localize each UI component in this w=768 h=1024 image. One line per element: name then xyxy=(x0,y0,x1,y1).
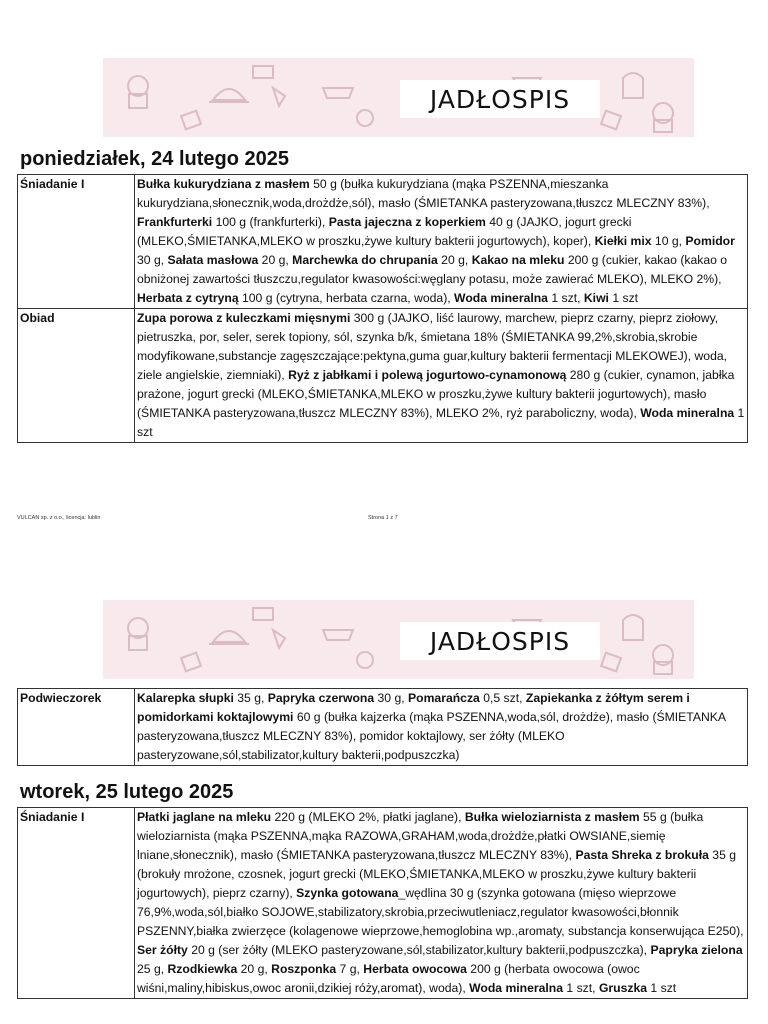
dish-name: Szynka gotowana xyxy=(296,886,399,900)
dish-details: 300 g (JAJKO, liść laurowy, marchew, pieprz czarny, pieprz ziołowy, pietruszka, por, seler, serek topiony, sól, szynka b/k, śmietana 18% (ŚMIETANKA 99,2%,skrobia,skrobie modyfikowane,substancje zagęszczające:pektyna,guma guar,kultury bakterii fermentacji MLEKOWEJ), woda, ziele angielskie, ziemniaki), xyxy=(137,311,728,382)
day-heading-tuesday: wtorek, 25 lutego 2025 xyxy=(20,781,234,803)
dish-name: Ryż z jabłkami i polewą jogurtowo-cynamonową xyxy=(288,368,567,382)
dish-details: 100 g (frankfurterki), xyxy=(212,215,329,229)
dish-name: Pomidor xyxy=(685,234,735,248)
dish-name: Woda mineralna xyxy=(454,291,548,305)
dish-details: 1 szt, xyxy=(547,291,584,305)
dish-details: 20 g, xyxy=(258,253,293,267)
dish-details: 35 g (brokuły mrożone, czosnek, jogurt grecki (MLEKO,ŚMIETANKA,MLEKO w proszku,żywe kultury bakterii jogurtowych), pieprz czarny), xyxy=(137,848,737,900)
dish-name: Pomarańcza xyxy=(408,691,480,705)
dish-name: Frankfurterki xyxy=(137,215,213,229)
dish-details: 25 g, xyxy=(137,962,168,976)
meal-description xyxy=(135,689,748,766)
dish-details: _wędlina 30 g (szynka gotowana (mięso wieprzowe 76,9%,woda,sól,białko SOJOWE,stabilizatory,skrobia,przeciwutleniacz,regulator kwasowości,błonnik PSZENNY,białka zwierzęce (kolagenowe wieprzowe,hemoglobina wp.,aromaty, substancja konserwująca E250), xyxy=(137,886,744,938)
dish-details: 20 g, xyxy=(237,962,272,976)
dish-details: 40 g (JAJKO, jogurt grecki (MLEKO,ŚMIETANKA,MLEKO w proszku,żywe kultury bakterii jogurtowych), koper), xyxy=(137,215,632,248)
dish-details: 1 szt xyxy=(608,291,639,305)
banner-second-page xyxy=(103,600,694,679)
meal-description xyxy=(135,309,748,443)
dish-name: Kiwi xyxy=(583,291,609,305)
dish-name: Zupa porowa z kuleczkami mięsnymi xyxy=(137,311,351,325)
dish-details: 50 g (bułka kukurydziana (mąka PSZENNA,mieszanka kukurydziana,słonecznik,woda,drożdże,sól), masło (ŚMIETANKA pasteryzowana,tłuszcz MLECZNY 83%), xyxy=(137,177,710,210)
dish-details: 10 g, xyxy=(651,234,686,248)
meal-description xyxy=(135,175,748,309)
dish-name: Papryka czerwona xyxy=(267,691,375,705)
dish-details: 60 g (bułka kajzerka (mąka PSZENNA,woda,sól, drożdże), masło (ŚMIETANKA pasteryzowana,tłuszcz MLECZNY 83%), pomidor koktajlowy, ser żółty (MLEKO pasteryzowane,sól,stabilizator,kultury bakterii,podpuszczka) xyxy=(137,710,726,762)
dish-details: 1 szt xyxy=(137,406,745,439)
dish-name: Rzodkiewka xyxy=(167,962,238,976)
dish-name: Gruszka xyxy=(598,981,648,995)
dish-details: 200 g (herbata owocowa (owoc wiśni,maliny,hibiskus,owoc aronii,dzikiej róży,aromat), woda), xyxy=(137,962,640,995)
dish-name: Papryka zielona xyxy=(650,943,743,957)
dish-details: 7 g, xyxy=(336,962,364,976)
dish-name: Ser żółty xyxy=(137,943,188,957)
table-row xyxy=(18,175,748,309)
footer-license: VULCAN sp. z o.o., licencja: lublin xyxy=(17,515,101,521)
kitchen-pattern-icon xyxy=(103,58,694,137)
dish-name: Płatki jaglane na mleku xyxy=(137,810,272,824)
meal-name: Podwieczorek xyxy=(18,689,135,766)
dish-name: Bułka kukurydziana z masłem xyxy=(137,177,310,191)
dish-details: 35 g, xyxy=(233,691,268,705)
dish-details: 20 g, xyxy=(437,253,472,267)
meal-name: Śniadanie I xyxy=(18,808,135,999)
dish-name: Kakao na mleku xyxy=(471,253,565,267)
dish-name: Bułka wieloziarnista z masłem xyxy=(464,810,640,824)
dish-name: Woda mineralna xyxy=(640,406,735,420)
dish-name: Kiełki mix xyxy=(594,234,652,248)
dish-name: Woda mineralna xyxy=(469,981,564,995)
dish-name: Pasta jajeczna z koperkiem xyxy=(328,215,486,229)
dish-name: Zapiekanka z żółtym serem i pomidorkami koktajlowymi xyxy=(137,691,690,724)
footer-page-number: Strona 1 z 7 xyxy=(368,515,398,521)
dish-details: 280 g (cukier, cynamon, jabłka prażone, jogurt grecki (MLEKO,ŚMIETANKA,MLEKO w proszku,żywe kultury bakterii jogurtowych), masło (ŚMIETANKA pasteryzowana,tłuszcz MLECZNY 83%), MLEKO 2%, ryż paraboliczny, woda), xyxy=(137,368,735,420)
dish-name: Kalarepka słupki xyxy=(137,691,234,705)
dish-details: 30 g, xyxy=(137,253,168,267)
dish-details: 200 g (cukier, kakao (kakao o obniżonej zawartości tłuszczu,regulator kwasowości:węglany potasu, może zawierać MLEKO), MLEKO 2%), xyxy=(137,253,728,286)
dish-name: Herbata owocowa xyxy=(363,962,467,976)
dish-name: Sałata masłowa xyxy=(167,253,259,267)
meal-description xyxy=(135,808,748,999)
banner-title: JADŁOSPIS xyxy=(400,80,600,118)
dish-details: 220 g (MLEKO 2%, płatki jaglane), xyxy=(271,810,465,824)
banner-top xyxy=(103,58,694,137)
menu-table-monday-continued xyxy=(17,688,748,766)
dish-details: 20 g (ser żółty (MLEKO pasteryzowane,sól,stabilizator,kultury bakterii,podpuszczka), xyxy=(187,943,651,957)
banner-title: JADŁOSPIS xyxy=(400,622,600,660)
dish-name: Herbata z cytryną xyxy=(137,291,239,305)
table-row xyxy=(18,689,748,766)
meal-name: Obiad xyxy=(18,309,135,443)
dish-details: 30 g, xyxy=(374,691,409,705)
dish-details: 1 szt, xyxy=(563,981,599,995)
meal-name: Śniadanie I xyxy=(18,175,135,309)
dish-name: Marchewka do chrupania xyxy=(292,253,438,267)
dish-details: 0,5 szt, xyxy=(479,691,526,705)
table-row xyxy=(18,309,748,443)
dish-name: Roszponka xyxy=(271,962,337,976)
dish-details: 100 g (cytryna, herbata czarna, woda), xyxy=(238,291,455,305)
dish-details: 1 szt xyxy=(647,981,677,995)
table-row xyxy=(18,808,748,999)
menu-table-tuesday xyxy=(17,807,748,999)
dish-details: 55 g (bułka wieloziarnista (mąka PSZENNA,mąka RAZOWA,GRAHAM,woda,drożdże,płatki OWSIANE,siemię lniane,słonecznik), masło (ŚMIETANKA pasteryzowana,tłuszcz MLECZNY 83%), xyxy=(137,810,704,862)
kitchen-pattern-icon xyxy=(103,600,694,679)
day-heading-monday: poniedziałek, 24 lutego 2025 xyxy=(20,148,289,170)
menu-table-monday xyxy=(17,174,748,443)
dish-name: Pasta Shreka z brokuła xyxy=(575,848,709,862)
